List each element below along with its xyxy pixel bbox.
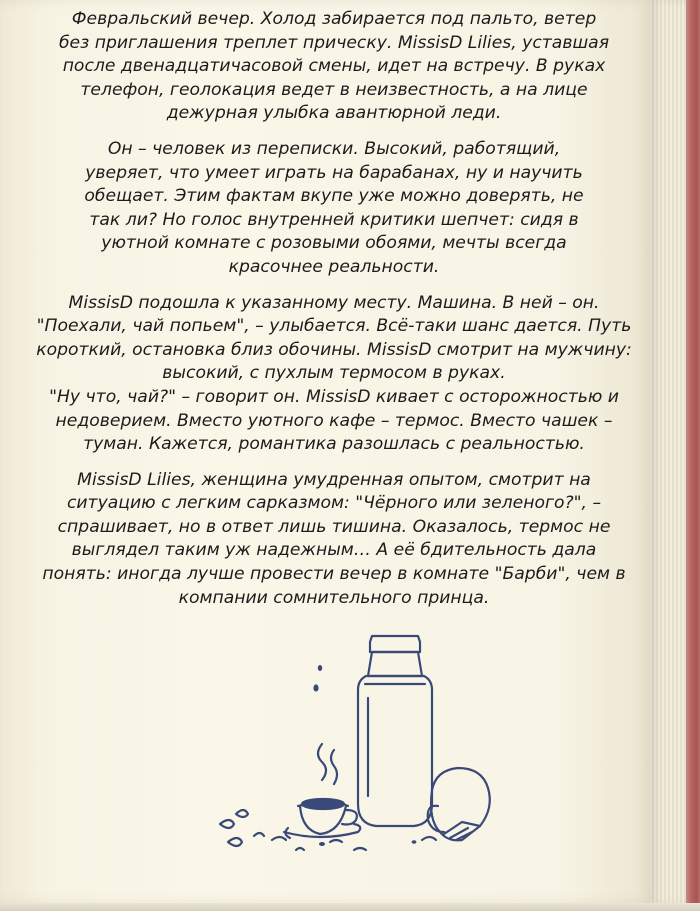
- text-line: MissisD подошла к указанному месту. Машина. В ней – он.: [68, 292, 600, 313]
- text-line: недоверием. Вместо уютного кафе – термос. Вместо чашек –: [55, 410, 613, 431]
- page-edges: [650, 0, 686, 905]
- text-line: уютной комнате с розовыми обоями, мечты всегда: [101, 233, 567, 254]
- text-line: "Ну что, чай?" – говорит он. MissisD кивает с осторожностью и: [49, 386, 619, 407]
- text-line: "Поехали, чай попьем", – улыбается. Всё-таки шанс дается. Путь: [36, 316, 632, 337]
- paragraph-2: [14, 138, 654, 280]
- leaves-icon: [220, 810, 436, 850]
- text-line: дежурная улыбка авантюрной леди.: [166, 103, 502, 124]
- text-line: так ли? Но голос внутренней критики шепчет: сидя в: [89, 209, 579, 230]
- text-line: обещает. Этим фактам вкупе уже можно доверять, не: [84, 186, 584, 207]
- book-cover-edge: [686, 0, 700, 911]
- text-line: компании сомнительного принца.: [178, 587, 490, 608]
- text-line: спрашивает, но в ответ лишь тишина. Оказалось, термос не: [57, 516, 611, 537]
- text-line: ситуацию с легким сарказмом: "Чёрного или зеленого?", –: [66, 493, 602, 514]
- paragraph-1: [14, 8, 654, 126]
- text-line: без приглашения треплет прическу. MissisD Lilies, уставшая: [58, 32, 610, 53]
- text-line: высокий, с пухлым термосом в руках.: [162, 363, 506, 384]
- text-line: красочнее реальности.: [228, 256, 440, 277]
- text-line: понять: иногда лучше провести вечер в комнате "Барби", чем в: [42, 564, 626, 585]
- text-line: туман. Кажется, романтика разошлась с реальностью.: [83, 434, 585, 455]
- story-text: [14, 8, 654, 622]
- teacup-icon: [284, 799, 360, 838]
- text-line: MissisD Lilies, женщина умудренная опытом, смотрит на: [77, 469, 591, 490]
- text-line: короткий, остановка близ обочины. MissisD смотрит на мужчину:: [36, 339, 632, 360]
- text-line: телефон, геолокация ведет в неизвестность, а на лице: [80, 79, 588, 100]
- paragraph-4: [14, 469, 654, 611]
- text-line: Февральский вечер. Холод забирается под пальто, ветер: [71, 9, 597, 29]
- mitten-icon: [428, 768, 490, 840]
- steam-icon: [318, 744, 337, 784]
- tea-illustration: [200, 628, 520, 868]
- thermos-icon: [358, 636, 432, 826]
- paragraph-3: [14, 292, 654, 457]
- text-line: выглядел таким уж надежным… А её бдительность дала: [71, 540, 597, 561]
- text-line: уверяет, что умеет играть на барабанах, ну и научить: [85, 162, 583, 183]
- text-line: после двенадцатичасовой смены, идет на встречу. В руках: [62, 56, 606, 77]
- page-bottom-edge: [0, 903, 700, 911]
- text-line: Он – человек из переписки. Высокий, работящий,: [107, 138, 561, 159]
- droplet-icon: [313, 665, 322, 692]
